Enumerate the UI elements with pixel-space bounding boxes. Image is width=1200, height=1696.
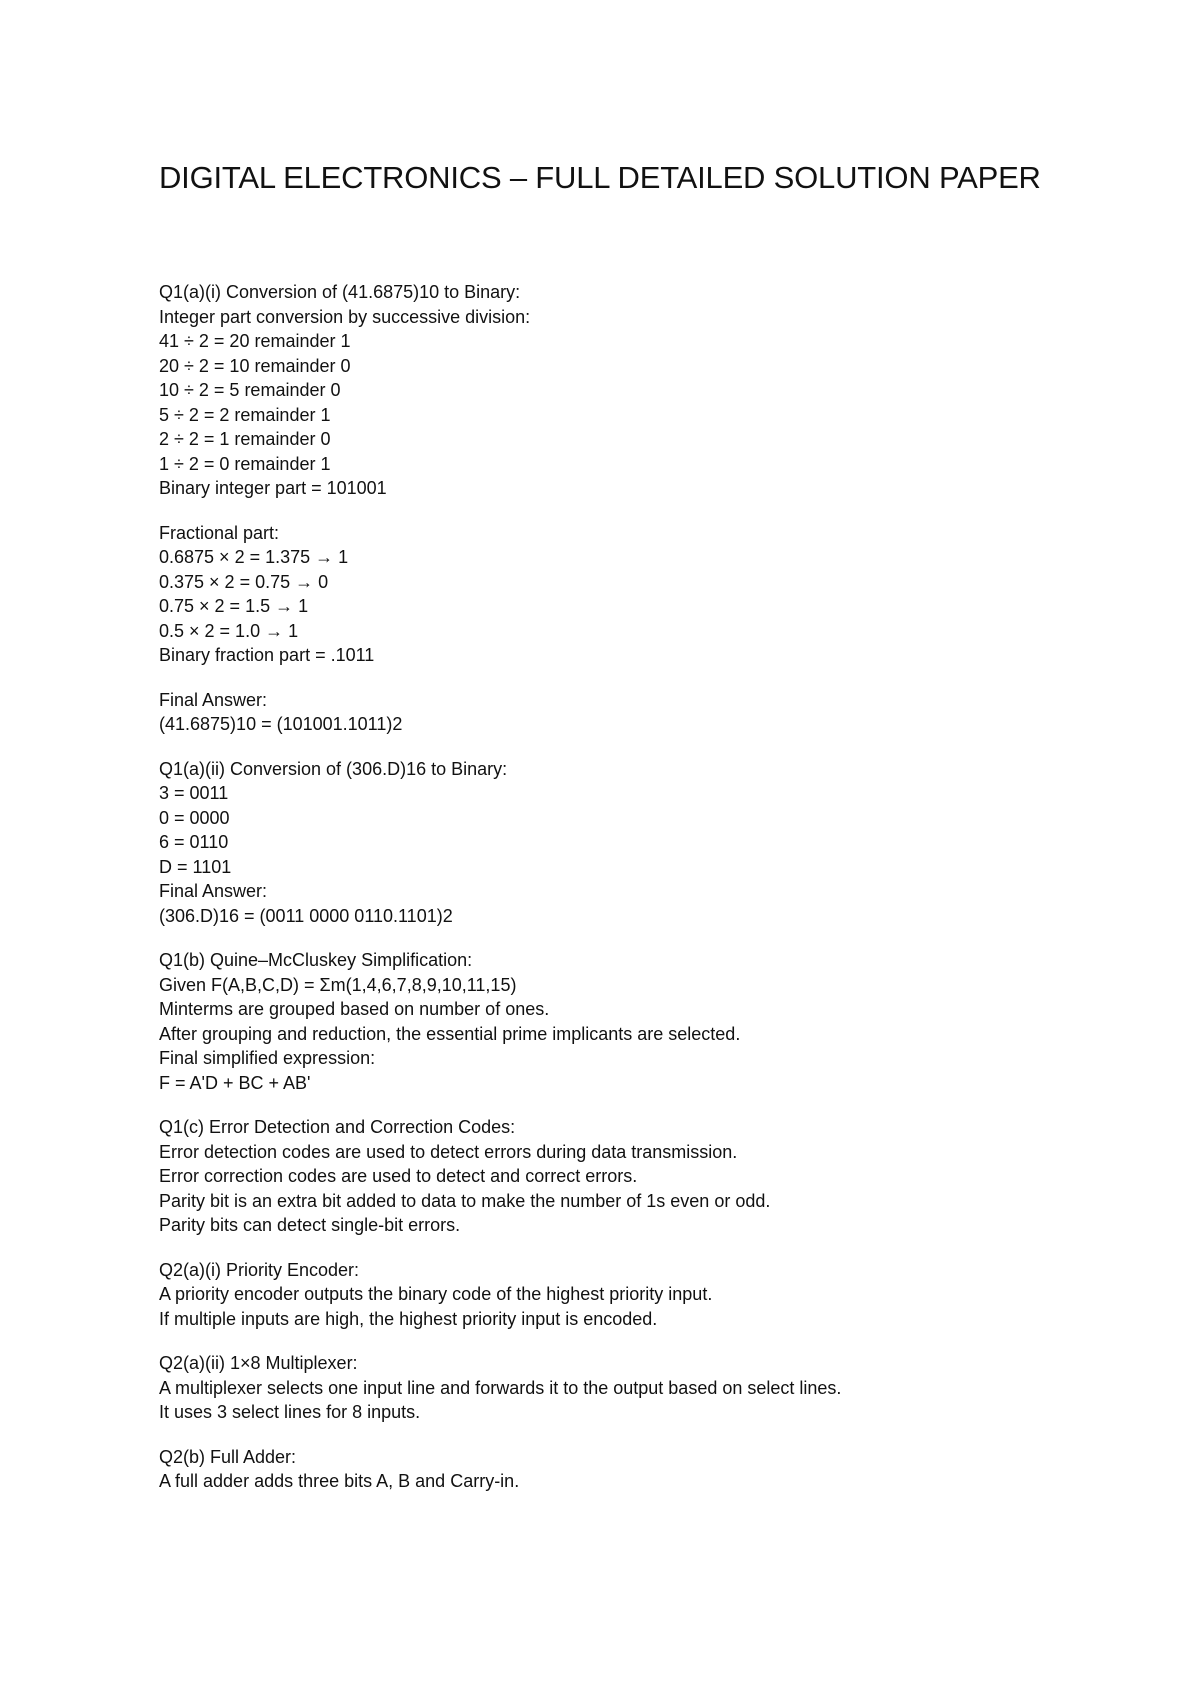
text-line: 3 = 0011 bbox=[159, 783, 229, 803]
document-section bbox=[159, 1115, 1139, 1238]
document-title: DIGITAL ELECTRONICS – FULL DETAILED SOLUTION PAPER bbox=[159, 160, 1041, 195]
text-line: 41 ÷ 2 = 20 remainder 1 bbox=[159, 331, 351, 351]
document-section bbox=[159, 757, 1139, 929]
text-line: Q1(c) Error Detection and Correction Codes: bbox=[159, 1117, 516, 1137]
text-line: Final simplified expression: bbox=[159, 1048, 376, 1068]
text-line: (306.D)16 = (0011 0000 0110.1101)2 bbox=[159, 905, 453, 926]
document-section bbox=[159, 280, 1139, 501]
text-line: Q1(a)(ii) Conversion of (306.D)16 to Binary: bbox=[159, 758, 508, 779]
document-section bbox=[159, 1445, 1139, 1494]
text-line: Final Answer: bbox=[159, 881, 268, 901]
text-line: A priority encoder outputs the binary code of the highest priority input. bbox=[159, 1284, 713, 1304]
text-line: Error detection codes are used to detect errors during data transmission. bbox=[159, 1141, 738, 1162]
text-line: Final Answer: bbox=[159, 689, 268, 710]
document-section bbox=[159, 521, 1139, 668]
text-line: 0.75 × 2 = 1.5 → 1 bbox=[159, 596, 309, 616]
text-line: Error correction codes are used to detect and correct errors. bbox=[159, 1166, 638, 1186]
text-line: D = 1101 bbox=[159, 856, 232, 877]
text-line: If multiple inputs are high, the highest priority input is encoded. bbox=[159, 1308, 658, 1329]
text-line: F = A'D + BC + AB' bbox=[159, 1072, 311, 1093]
text-line: (41.6875)10 = (101001.1011)2 bbox=[159, 714, 403, 734]
text-line: Q2(a)(i) Priority Encoder: bbox=[159, 1259, 360, 1280]
document-section bbox=[159, 688, 1139, 737]
text-line: Binary integer part = 101001 bbox=[159, 478, 387, 498]
text-line: Fractional part: bbox=[159, 522, 280, 543]
text-line: 0 = 0000 bbox=[159, 807, 230, 828]
text-line: 5 ÷ 2 = 2 remainder 1 bbox=[159, 404, 331, 425]
text-line: 2 ÷ 2 = 1 remainder 0 bbox=[159, 429, 331, 449]
document-page bbox=[159, 156, 1139, 1514]
document-section bbox=[159, 948, 1139, 1095]
text-line: 6 = 0110 bbox=[159, 832, 229, 852]
document-section bbox=[159, 1258, 1139, 1332]
text-line: It uses 3 select lines for 8 inputs. bbox=[159, 1402, 421, 1422]
text-line: 0.6875 × 2 = 1.375 → 1 bbox=[159, 547, 349, 567]
text-line: Binary fraction part = .1011 bbox=[159, 645, 375, 665]
text-line: 10 ÷ 2 = 5 remainder 0 bbox=[159, 380, 341, 400]
text-line: Given F(A,B,C,D) = Σm(1,4,6,7,8,9,10,11,15) bbox=[159, 974, 517, 995]
text-line: 20 ÷ 2 = 10 remainder 0 bbox=[159, 355, 351, 376]
text-line: Integer part conversion by successive division: bbox=[159, 306, 531, 327]
text-line: Q1(a)(i) Conversion of (41.6875)10 to Binary: bbox=[159, 282, 521, 302]
text-line: Q2(a)(ii) 1×8 Multiplexer: bbox=[159, 1353, 358, 1373]
text-line: Parity bits can detect single-bit errors. bbox=[159, 1215, 461, 1235]
text-line: 0.5 × 2 = 1.0 → 1 bbox=[159, 620, 299, 641]
text-line: A full adder adds three bits A, B and Carry-in. bbox=[159, 1471, 520, 1491]
document-content bbox=[159, 280, 1139, 1494]
text-line: Q1(b) Quine–McCluskey Simplification: bbox=[159, 950, 473, 970]
text-line: 1 ÷ 2 = 0 remainder 1 bbox=[159, 453, 331, 474]
text-line: Minterms are grouped based on number of ones. bbox=[159, 999, 550, 1019]
text-line: Q2(b) Full Adder: bbox=[159, 1446, 297, 1467]
text-line: 0.375 × 2 = 0.75 → 0 bbox=[159, 571, 329, 592]
text-line: Parity bit is an extra bit added to data to make the number of 1s even or odd. bbox=[159, 1190, 771, 1211]
text-line: After grouping and reduction, the essential prime implicants are selected. bbox=[159, 1023, 741, 1044]
document-section bbox=[159, 1351, 1139, 1425]
text-line: A multiplexer selects one input line and forwards it to the output based on select lines. bbox=[159, 1377, 842, 1398]
